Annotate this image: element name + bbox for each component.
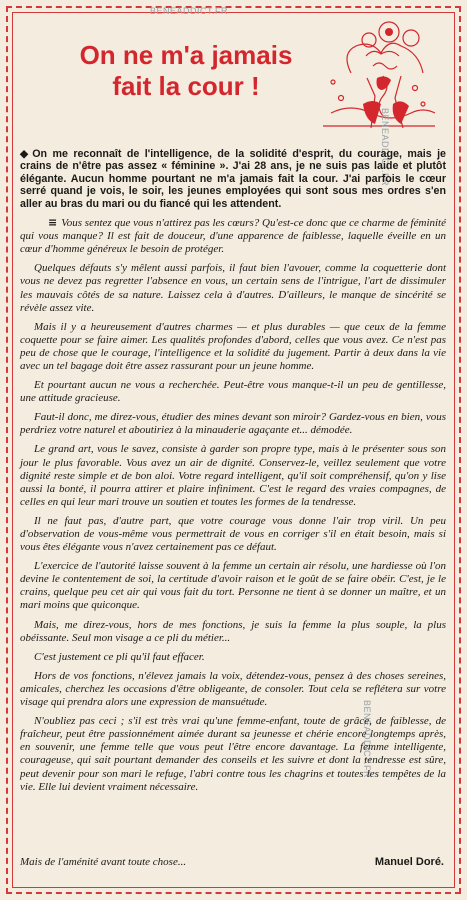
watermark: BENEADDICT.FR (380, 108, 390, 187)
watermark: BENEADDICT.FR (150, 6, 229, 16)
reader-letter-text: On me reconnaît de l'intelligence, de la solidité d'esprit, du courage, mais je crains de n'être pas assez « féminine ». J'ai 28 ans, je ne suis pas laide et plutôt élégante. Aucun homme pourtant ne m'a jamais fait la cour. J'ai parfois le cœur serré quand je vois, le soir, les jeunes employées qui sont sous mes ordres s'en aller au bras du mari ou du fiancé qui les attendent. (20, 148, 446, 210)
paragraph (20, 216, 446, 256)
paragraph-text: Vous sentez que vous n'attirez pas les cœurs? Qu'est-ce donc que ce charme de féminité qui vous manque? Il est fait de douceur, d'une apparence de faiblesse, laquelle éveille en un cœur d'homme généreux le besoin de protéger. (20, 217, 446, 256)
article-title (36, 40, 336, 101)
closing-line: Mais de l'aménité avant toute chose... (20, 856, 187, 868)
paragraph: Hors de vos fonctions, n'élevez jamais la voix, détendez-vous, pensez à des choses sereines, amicales, cherchez les occasions d'être obligeante, de consoler. Tout cela se reflétera sur votre visage qui prendra alors une expression de mansuétude. (20, 669, 446, 709)
paragraph: Mais il y a heureusement d'autres charmes — et plus durables — que ceux de la femme coquette pour se faire aimer. Les qualités profondes d'abord, celles que vous avez. Ce n'est pas peu de chose que le courage, l'intelligence et la solidité du jugement. Partir à deux dans la vie avec un tel bagage doit être assez rassurant pour un jeune homme. (20, 320, 446, 372)
author-name: Manuel Doré. (374, 856, 444, 868)
paragraph: Et pourtant aucun ne vous a recherchée. Peut-être vous manque-t-il un peu de gentillesse, une attitude gracieuse. (20, 379, 446, 405)
paragraph: Mais, me direz-vous, hors de mes fonctions, je suis la femme la plus souple, la plus obéissante. Seul mon visage a ce pli du métier... (20, 618, 446, 644)
paragraph: Il ne faut pas, d'autre part, que votre courage vous donne l'air trop viril. Un peu d'observation de vous-même vous permettrait de vous en corriger s'il en était besoin, mais si vous êtes élégante vous n'avez certainement pas ce défaut. (20, 514, 446, 554)
paragraph: C'est justement ce pli qu'il faut effacer. (34, 650, 205, 663)
paragraph: L'exercice de l'autorité laisse souvent à la femme un certain air résolu, une hardiesse où l'on devine le contentement de soi, la certitude d'avoir raison et le goût de se faire obéir. C'est, je le crains, quelque peu cet air qui vous fait du tort. Personne ne tient à se donner un maître, et un mari moins que quiconque. (20, 560, 446, 612)
article-body (20, 148, 446, 800)
signature-line (20, 856, 446, 868)
equals-icon: ≡ (48, 216, 58, 230)
paragraph: N'oubliez pas ceci ; s'il est très vrai qu'une femme-enfant, toute de grâce, de faiblesse, de fraîcheur, peut être passionnément aimée durant sa jeunesse et chérie encore longtemps après, en souvenir, une femme telle que vous peut l'être encore davantage. La femme intelligente, courageuse, qui sait pourtant demander des conseils et les suivre et dont la tendresse est sûre, peut devenir pour son mari le refuge, l'abri contre tous les chagrins et toutes les tempêtes de la vie. Elle lui devient vraiment nécessaire. (20, 715, 446, 793)
title-line-1: On ne m'a jamais (79, 40, 293, 70)
diamond-icon: ◆ (20, 148, 29, 160)
watermark: BENEADDICT.FR (362, 700, 372, 779)
title-line-2: fait la cour ! (112, 70, 260, 101)
reader-letter (20, 148, 446, 210)
paragraph: Le grand art, vous le savez, consiste à garder son propre type, mais à le présenter sous son jour le plus favorable. Vous avez un air de dignité. Conservez-le, veillez seulement que votre dignité reste simple et de bon aloi. Votre regard intelligent, qu'il soit compréhensif, qu'on y lise aussi la bonté, il pourra attirer et plaire infiniment. C'est le regard des vraies compagnes, de celles en qui leur mari trouve un soutien et toutes les formes de la tendresse. (20, 443, 446, 508)
paragraph: Quelques défauts s'y mêlent aussi parfois, il faut bien l'avouer, comme la coquetterie dont vous ne devez pas regretter l'absence en vous, un certain sens de l'intrigue, l'art de dissimuler les mauvais côtés de sa nature. Laissez cela à d'autres. D'ailleurs, le manque de sincérité se révèle assez vite. (20, 262, 446, 314)
paragraph: Faut-il donc, me direz-vous, étudier des mines devant son miroir? Gardez-vous en bien, vous perdriez votre naturel et aboutiriez à la minauderie agaçante et... démodée. (20, 411, 446, 437)
dancing-couple-illustration (311, 18, 441, 138)
